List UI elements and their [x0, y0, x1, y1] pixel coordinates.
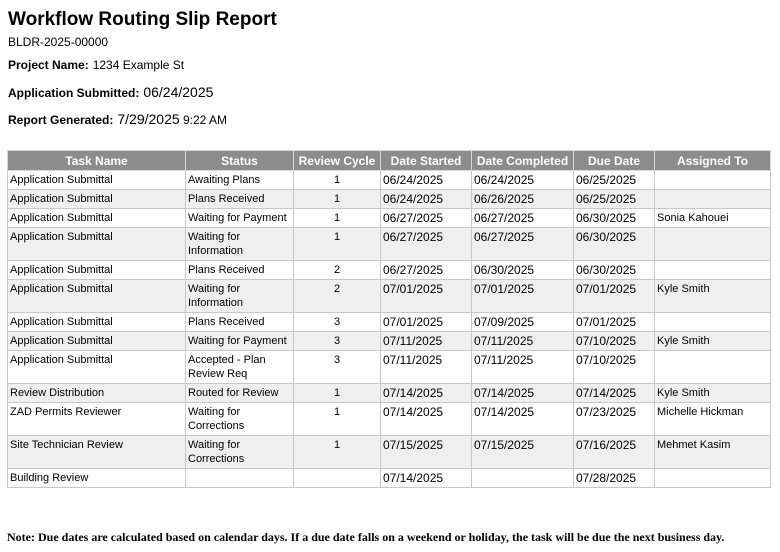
review-cycle-cell: 1: [294, 171, 381, 190]
footnote: Note: Due dates are calculated based on calendar days. If a due date falls on a weekend or holiday, the task will be due the next business day.: [7, 530, 725, 544]
review-cycle-cell: 3: [294, 332, 381, 351]
status-cell: Plans Received: [186, 190, 294, 209]
date-started-cell: 06/27/2025: [381, 228, 472, 261]
date-completed-cell: 06/24/2025: [472, 171, 574, 190]
due-date-cell: 07/10/2025: [574, 351, 655, 384]
date-completed-cell: 07/01/2025: [472, 280, 574, 313]
assigned-to-cell: [655, 261, 771, 280]
review-cycle-cell: 2: [294, 280, 381, 313]
assigned-to-cell: [655, 469, 771, 488]
task-name-cell: Application Submittal: [8, 171, 186, 190]
routing-slip-table: [7, 150, 771, 488]
table-row: [8, 403, 771, 436]
report-title: Workflow Routing Slip Report: [8, 9, 277, 30]
report-generated-date: 7/29/2025: [117, 111, 180, 127]
review-cycle-cell: 2: [294, 261, 381, 280]
date-completed-cell: 07/14/2025: [472, 384, 574, 403]
date-completed-cell: [472, 469, 574, 488]
task-name-cell: Application Submittal: [8, 280, 186, 313]
task-name-cell: Application Submittal: [8, 190, 186, 209]
assigned-to-cell: Michelle Hickman: [655, 403, 771, 436]
table-row: [8, 332, 771, 351]
column-header: Review Cycle: [294, 151, 381, 171]
status-cell: Routed for Review: [186, 384, 294, 403]
date-started-cell: 06/24/2025: [381, 171, 472, 190]
date-started-cell: 07/01/2025: [381, 280, 472, 313]
document-number: BLDR-2025-00000: [8, 35, 109, 49]
assigned-to-cell: Kyle Smith: [655, 332, 771, 351]
task-name-cell: Application Submittal: [8, 261, 186, 280]
project-name-label: Project Name:: [8, 58, 89, 72]
table-row: [8, 209, 771, 228]
date-completed-cell: 07/11/2025: [472, 332, 574, 351]
task-name-cell: Building Review: [8, 469, 186, 488]
table-row: [8, 171, 771, 190]
column-header: Due Date: [574, 151, 655, 171]
due-date-cell: 07/01/2025: [574, 313, 655, 332]
column-header: Assigned To: [655, 151, 771, 171]
due-date-cell: 06/30/2025: [574, 228, 655, 261]
assigned-to-cell: [655, 313, 771, 332]
table-row: [8, 469, 771, 488]
assigned-to-cell: Sonia Kahouei: [655, 209, 771, 228]
assigned-to-cell: [655, 228, 771, 261]
project-name-value: 1234 Example St: [92, 58, 185, 72]
task-name-cell: Application Submittal: [8, 209, 186, 228]
date-started-cell: 06/27/2025: [381, 209, 472, 228]
review-cycle-cell: 1: [294, 228, 381, 261]
assigned-to-cell: Kyle Smith: [655, 280, 771, 313]
column-header: Date Started: [381, 151, 472, 171]
review-cycle-cell: 3: [294, 351, 381, 384]
column-header: Status: [186, 151, 294, 171]
assigned-to-cell: Mehmet Kasim: [655, 436, 771, 469]
review-cycle-cell: 1: [294, 384, 381, 403]
task-name-cell: Application Submittal: [8, 332, 186, 351]
report-generated-label: Report Generated:: [8, 113, 114, 127]
application-submitted-label: Application Submitted:: [8, 86, 140, 100]
table-row: [8, 261, 771, 280]
status-cell: Waiting for Corrections: [186, 403, 294, 436]
task-name-cell: Review Distribution: [8, 384, 186, 403]
review-cycle-cell: 1: [294, 190, 381, 209]
status-cell: Accepted - Plan Review Req: [186, 351, 294, 384]
application-submitted-line: [8, 84, 213, 100]
status-cell: [186, 469, 294, 488]
due-date-cell: 06/30/2025: [574, 261, 655, 280]
table-row: [8, 436, 771, 469]
table-row: [8, 190, 771, 209]
column-header: Task Name: [8, 151, 186, 171]
due-date-cell: 07/10/2025: [574, 332, 655, 351]
assigned-to-cell: [655, 190, 771, 209]
project-name-line: [8, 58, 184, 72]
table-row: [8, 384, 771, 403]
date-started-cell: 07/14/2025: [381, 469, 472, 488]
report-generated-line: [8, 111, 227, 127]
due-date-cell: 06/25/2025: [574, 171, 655, 190]
date-completed-cell: 06/27/2025: [472, 228, 574, 261]
status-cell: Waiting for Information: [186, 280, 294, 313]
review-cycle-cell: 1: [294, 436, 381, 469]
due-date-cell: 07/16/2025: [574, 436, 655, 469]
date-completed-cell: 07/11/2025: [472, 351, 574, 384]
table-row: [8, 280, 771, 313]
review-cycle-cell: [294, 469, 381, 488]
status-cell: Waiting for Payment: [186, 209, 294, 228]
date-completed-cell: 06/27/2025: [472, 209, 574, 228]
date-completed-cell: 07/14/2025: [472, 403, 574, 436]
assigned-to-cell: Kyle Smith: [655, 384, 771, 403]
table-header-row: [8, 151, 771, 171]
date-completed-cell: 06/26/2025: [472, 190, 574, 209]
review-cycle-cell: 3: [294, 313, 381, 332]
due-date-cell: 07/14/2025: [574, 384, 655, 403]
table-row: [8, 313, 771, 332]
date-started-cell: 07/11/2025: [381, 332, 472, 351]
table-row: [8, 228, 771, 261]
date-started-cell: 06/24/2025: [381, 190, 472, 209]
task-name-cell: Site Technician Review: [8, 436, 186, 469]
due-date-cell: 06/30/2025: [574, 209, 655, 228]
due-date-cell: 07/01/2025: [574, 280, 655, 313]
due-date-cell: 07/23/2025: [574, 403, 655, 436]
date-started-cell: 07/11/2025: [381, 351, 472, 384]
task-name-cell: Application Submittal: [8, 228, 186, 261]
status-cell: Waiting for Payment: [186, 332, 294, 351]
report-generated-time: 9:22 AM: [183, 113, 228, 127]
date-completed-cell: 06/30/2025: [472, 261, 574, 280]
application-submitted-value: 06/24/2025: [143, 84, 214, 100]
review-cycle-cell: 1: [294, 403, 381, 436]
date-started-cell: 07/14/2025: [381, 403, 472, 436]
status-cell: Waiting for Information: [186, 228, 294, 261]
due-date-cell: 07/28/2025: [574, 469, 655, 488]
assigned-to-cell: [655, 351, 771, 384]
status-cell: Awaiting Plans: [186, 171, 294, 190]
date-started-cell: 06/27/2025: [381, 261, 472, 280]
date-completed-cell: 07/09/2025: [472, 313, 574, 332]
task-name-cell: ZAD Permits Reviewer: [8, 403, 186, 436]
task-name-cell: Application Submittal: [8, 351, 186, 384]
date-started-cell: 07/15/2025: [381, 436, 472, 469]
status-cell: Plans Received: [186, 261, 294, 280]
status-cell: Plans Received: [186, 313, 294, 332]
column-header: Date Completed: [472, 151, 574, 171]
due-date-cell: 06/25/2025: [574, 190, 655, 209]
review-cycle-cell: 1: [294, 209, 381, 228]
date-started-cell: 07/01/2025: [381, 313, 472, 332]
date-completed-cell: 07/15/2025: [472, 436, 574, 469]
date-started-cell: 07/14/2025: [381, 384, 472, 403]
assigned-to-cell: [655, 171, 771, 190]
status-cell: Waiting for Corrections: [186, 436, 294, 469]
task-name-cell: Application Submittal: [8, 313, 186, 332]
table-row: [8, 351, 771, 384]
